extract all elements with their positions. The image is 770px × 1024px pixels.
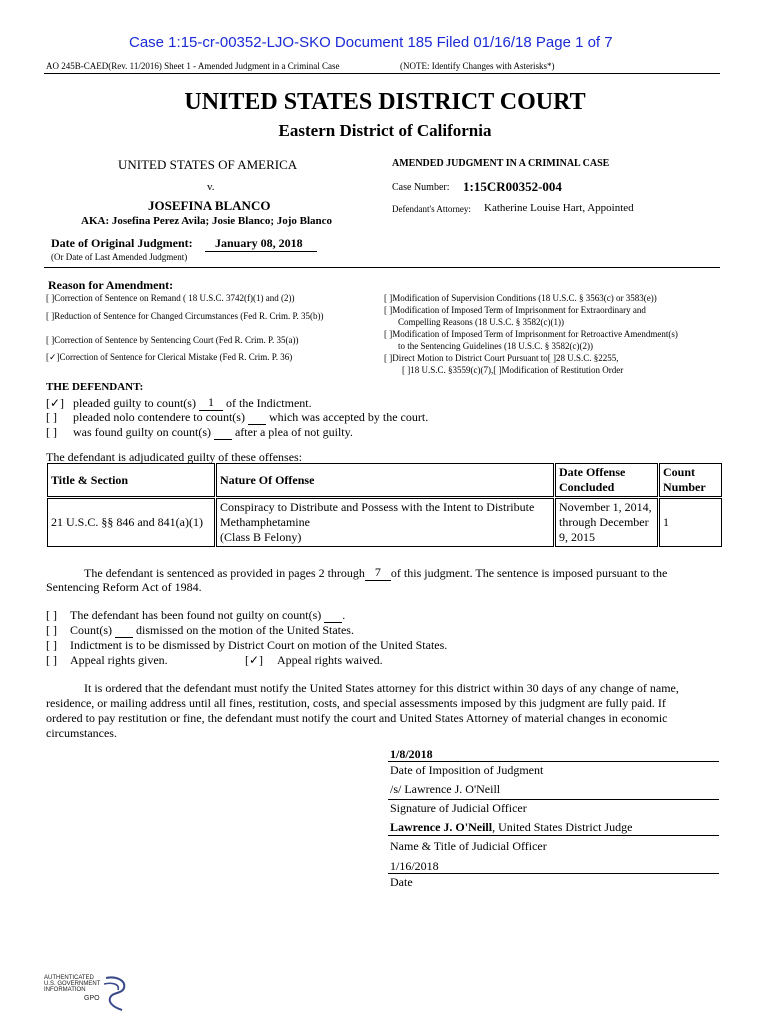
checkbox-checked[interactable]: [✓] xyxy=(46,352,60,362)
checkbox-empty[interactable]: [ ] xyxy=(46,335,55,345)
date-label: Date xyxy=(390,875,413,889)
amend-right-3: [ ]Modification of Imposed Term of Imprisonment for Retroactive Amendment(s) xyxy=(384,329,678,339)
judge-signature: /s/ Lawrence J. O'Neill xyxy=(390,782,501,796)
name-title-label: Name & Title of Judicial Officer xyxy=(390,839,547,853)
table-row xyxy=(47,498,722,547)
signature-label: Signature of Judicial Officer xyxy=(390,801,527,815)
judge-name-title: Lawrence J. O'Neill, United States District Judge xyxy=(390,820,633,834)
defendant-name: JOSEFINA BLANCO xyxy=(148,198,271,213)
case-number: 1:15CR00352-004 xyxy=(463,179,562,194)
header-nature: Nature Of Offense xyxy=(216,463,554,497)
count-value: 1 xyxy=(199,395,223,411)
plaintiff-name: UNITED STATES OF AMERICA xyxy=(118,157,298,172)
eagle-icon xyxy=(100,974,130,1014)
row-nature: Conspiracy to Distribute and Possess with the Intent to Distribute Methamphetamine (Class B Felony) xyxy=(216,498,554,547)
court-title: UNITED STATES DISTRICT COURT xyxy=(184,89,586,115)
appeal-given: [ ] Appeal rights given. xyxy=(46,653,168,667)
order-line-2: residence, or mailing address until all fines, restitution, costs, and special assessments imposed by this judgment are fully paid. If xyxy=(46,696,666,710)
amend-right-2-cont: Compelling Reasons (18 U.S.C. § 3582(c)(1)) xyxy=(398,317,564,327)
order-line-4: circumstances. xyxy=(46,726,117,740)
case-header: Case 1:15-cr-00352-LJO-SKO Document 185 Filed 01/16/18 Page 1 of 7 xyxy=(129,34,613,51)
plea-item-2: [ ] pleaded nolo contendere to count(s) which was accepted by the court. xyxy=(46,410,429,424)
checkbox-empty[interactable]: [ ] xyxy=(46,410,57,424)
form-id: AO 245B-CAED(Rev. 11/2016) Sheet 1 - Amended Judgment in a Criminal Case xyxy=(46,61,340,71)
checkbox-empty[interactable]: [ ] xyxy=(384,353,393,363)
original-judgment-label: Date of Original Judgment: xyxy=(51,236,193,250)
case-number-label: Case Number: xyxy=(392,182,450,193)
disposition-2: [ ] Count(s) dismissed on the motion of the United States. xyxy=(46,623,354,637)
header-count: Count Number xyxy=(659,463,722,497)
checkbox-empty[interactable]: [ ] xyxy=(402,365,411,375)
order-line-3: ordered to pay restitution or fine, the defendant must notify the court and United States Attorney of material changes in economic xyxy=(46,711,668,725)
amend-right-4: [ ]Direct Motion to District Court Pursuant to[ ]28 U.S.C. §2255, xyxy=(384,353,619,363)
disposition-1: [ ] The defendant has been found not guilty on count(s) . xyxy=(46,608,346,622)
plea-item-3: [ ] was found guilty on count(s) after a plea of not guilty. xyxy=(46,425,353,439)
checkbox-empty[interactable]: [ ] xyxy=(46,293,55,303)
checkbox-empty[interactable]: [ ] xyxy=(46,638,57,652)
adjudicated-text: The defendant is adjudicated guilty of these offenses: xyxy=(46,450,303,464)
gpo-seal: AUTHENTICATED U.S. GOVERNMENT INFORMATION GPO xyxy=(44,975,101,1002)
amend-left-3: [ ]Correction of Sentence by Sentencing Court (Fed R. Crim. P. 35(a)) xyxy=(46,335,299,345)
amend-left-1: [ ]Correction of Sentence on Remand ( 18 U.S.C. 3742(f)(1) and (2)) xyxy=(46,293,295,303)
signing-date: 1/16/2018 xyxy=(390,859,439,873)
sentence-line-2: Sentencing Reform Act of 1984. xyxy=(46,580,202,594)
checkbox-empty[interactable]: [ ] xyxy=(384,293,393,303)
header-rule xyxy=(44,73,720,74)
checkbox-empty[interactable]: [ ] xyxy=(46,311,55,321)
imposition-date: 1/8/2018 xyxy=(390,747,433,761)
checkbox-empty[interactable]: [ ] xyxy=(46,653,57,667)
amend-right-1: [ ]Modification of Supervision Conditions (18 U.S.C. § 3563(c) or 3583(e)) xyxy=(384,293,657,303)
checkbox-empty[interactable]: [ ] xyxy=(384,305,393,315)
checkbox-empty[interactable]: [ ] xyxy=(46,425,57,439)
header-date: Date Offense Concluded xyxy=(555,463,658,497)
checkbox-empty[interactable]: [ ] xyxy=(46,608,57,622)
sentence-line-1: The defendant is sentenced as provided in pages 2 through 7 of this judgment. The sentence is imposed pursuant to the xyxy=(84,565,668,580)
amend-right-2: [ ]Modification of Imposed Term of Imprisonment for Extraordinary and xyxy=(384,305,646,315)
amend-left-2: [ ]Reduction of Sentence for Changed Circumstances (Fed R. Crim. P. 35(b)) xyxy=(46,311,324,321)
header-title-section: Title & Section xyxy=(47,463,215,497)
attorney-name: Katherine Louise Hart, Appointed xyxy=(484,202,634,214)
form-note: (NOTE: Identify Changes with Asterisks*) xyxy=(400,61,555,71)
checkbox-checked[interactable]: [✓] xyxy=(46,396,65,410)
defendant-aka: AKA: Josefina Perez Avila; Josie Blanco; Jojo Blanco xyxy=(81,215,333,227)
original-judgment-note: (Or Date of Last Amended Judgment) xyxy=(51,252,188,262)
checkbox-empty[interactable]: [ ] xyxy=(384,329,393,339)
amend-left-4: [✓]Correction of Sentence for Clerical Mistake (Fed R. Crim. P. 36) xyxy=(46,352,293,362)
original-judgment-date: January 08, 2018 xyxy=(205,236,317,252)
checkbox-checked[interactable]: [✓] xyxy=(245,653,264,667)
amend-right-3-cont: to the Sentencing Guidelines (18 U.S.C. § 3582(c)(2)) xyxy=(398,341,593,351)
versus: v. xyxy=(207,181,215,193)
attorney-label: Defendant's Attorney: xyxy=(392,204,471,214)
amendment-heading: Reason for Amendment: xyxy=(48,278,174,292)
order-line-1: It is ordered that the defendant must notify the United States attorney for this district within 30 days of any change of name, xyxy=(84,681,679,695)
district-name: Eastern District of California xyxy=(278,121,492,140)
row-count: 1 xyxy=(659,498,722,547)
table-header-row xyxy=(47,463,722,497)
section-rule xyxy=(44,267,720,268)
sentence-pages: 7 xyxy=(365,565,391,581)
plea-item-1: [✓] pleaded guilty to count(s) 1 of the Indictment. xyxy=(46,395,312,410)
offense-table xyxy=(46,462,723,548)
checkbox-empty[interactable]: [ ] xyxy=(46,623,57,637)
disposition-3: [ ] Indictment is to be dismissed by District Court on motion of the United States. xyxy=(46,638,448,652)
amend-right-5: [ ]18 U.S.C. §3559(c)(7),[ ]Modification of Restitution Order xyxy=(402,365,624,375)
appeal-waived: [✓] Appeal rights waived. xyxy=(245,653,383,667)
defendant-heading: THE DEFENDANT: xyxy=(46,381,144,393)
document-type: AMENDED JUDGMENT IN A CRIMINAL CASE xyxy=(392,158,610,169)
row-section: 21 U.S.C. §§ 846 and 841(a)(1) xyxy=(47,498,215,547)
row-date: November 1, 2014, through December 9, 2015 xyxy=(555,498,658,547)
imposition-label: Date of Imposition of Judgment xyxy=(390,763,544,777)
